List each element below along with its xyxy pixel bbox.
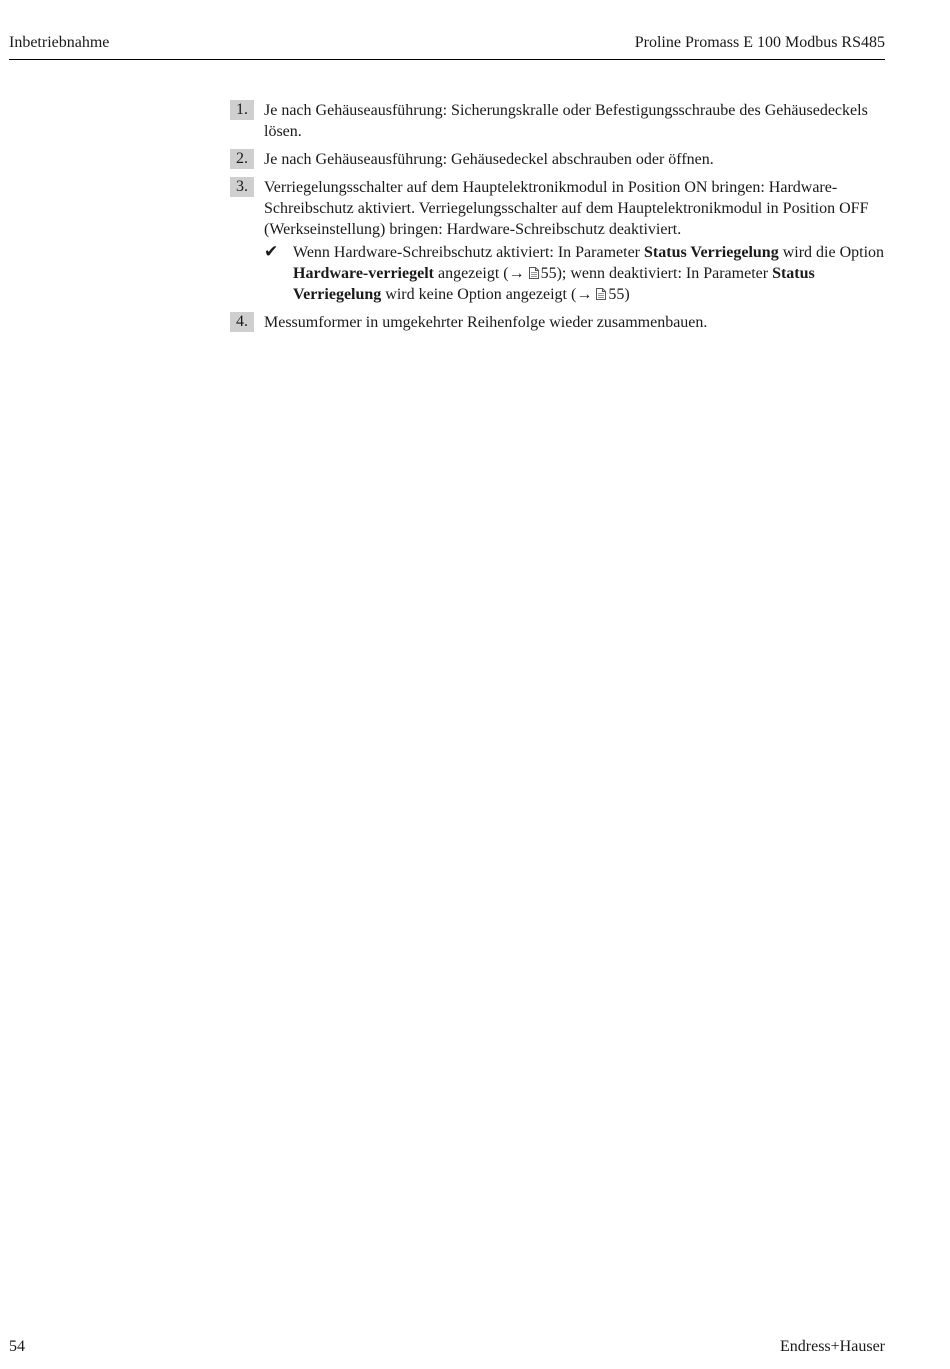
- step-text: Je nach Gehäuseausführung: Gehäusedeckel abschrauben oder öffnen.: [264, 151, 714, 168]
- procedure-steps: [230, 100, 886, 340]
- step-text: Messumformer in umgekehrter Reihenfolge wieder zusammenbauen.: [264, 314, 708, 331]
- result-text-part: Wenn Hardware-Schreibschutz aktiviert: In Parameter: [293, 244, 645, 261]
- step-text: Verriegelungsschalter auf dem Hauptelektronikmodul in Position ON bringen: Hardware-Schreibschutz aktiviert. Verriegelungsschalter auf dem Hauptelektronikmodul in Position OFF (Werkseinstellung) bringen: Hardware-Schreibschutz deaktiviert.: [264, 179, 869, 238]
- step-number: 2.: [230, 149, 254, 169]
- page-number: 54: [9, 1338, 25, 1355]
- procedure-step: [230, 177, 886, 305]
- page-reference[interactable]: 55: [540, 265, 557, 282]
- step-text: Je nach Gehäuseausführung: Sicherungskralle oder Befestigungsschraube des Gehäusedeckels lösen.: [264, 102, 868, 140]
- option-name: Hardware-verriegelt: [293, 265, 434, 282]
- result-text-part: angezeigt (→: [433, 265, 525, 282]
- page-reference-icon: [596, 288, 606, 300]
- header-section-title: Inbetriebnahme: [9, 34, 110, 51]
- parameter-name: Status Verriegelung: [644, 244, 779, 261]
- step-result: [264, 242, 886, 305]
- procedure-step: [230, 149, 886, 170]
- page-footer: [9, 1337, 885, 1357]
- step-number: 4.: [230, 312, 254, 332]
- step-number: 3.: [230, 177, 254, 197]
- result-text-part: ): [624, 286, 630, 303]
- page-reference[interactable]: 55: [608, 286, 625, 303]
- result-text-part: wird keine Option angezeigt (→: [381, 286, 593, 303]
- footer-brand: Endress+Hauser: [780, 1338, 885, 1355]
- procedure-step: [230, 100, 886, 142]
- procedure-step: [230, 312, 886, 333]
- result-text: [293, 244, 884, 303]
- header-document-title: Proline Promass E 100 Modbus RS485: [634, 34, 885, 51]
- page-header: [9, 33, 885, 60]
- step-number: 1.: [230, 100, 254, 120]
- check-icon: ✔: [264, 242, 279, 262]
- result-text-part: wird die Option: [778, 244, 885, 261]
- result-text-part: ); wenn deaktiviert: In Parameter: [556, 265, 773, 282]
- parameter-name: Status Verriegelung: [293, 265, 815, 303]
- page-reference-icon: [529, 267, 539, 279]
